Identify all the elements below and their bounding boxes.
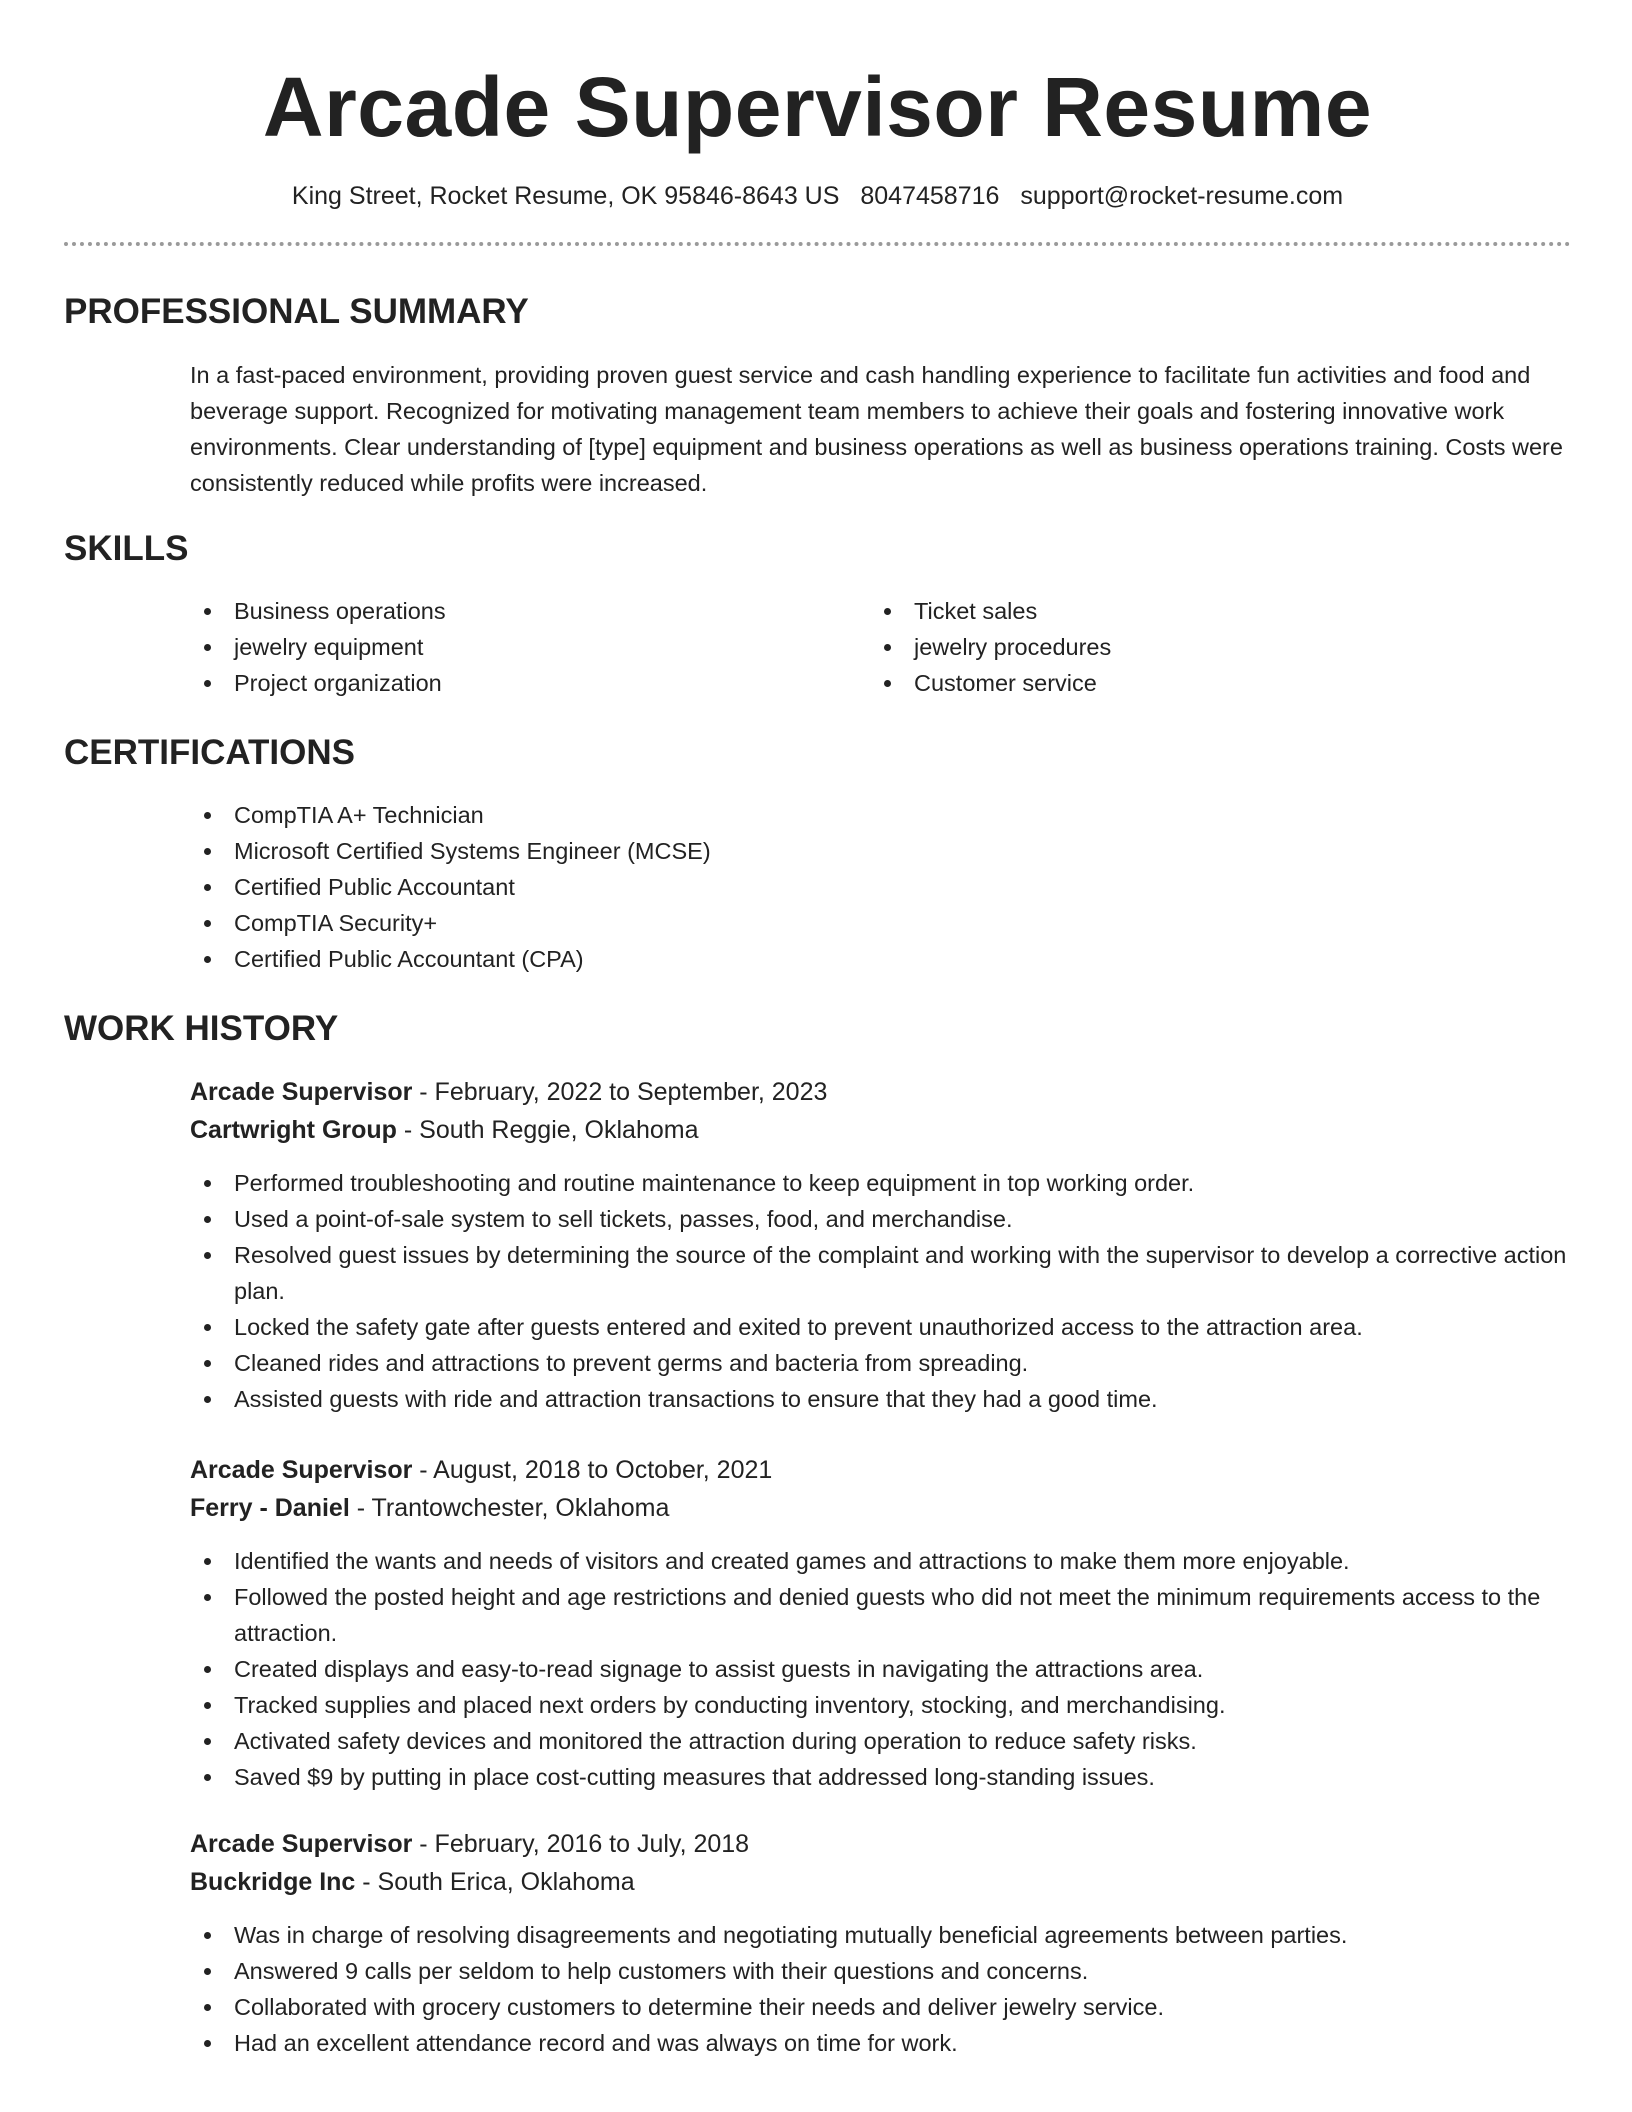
job-dates: - February, 2016 to July, 2018 <box>412 1830 750 1858</box>
summary-section <box>64 290 1571 501</box>
work-history-section <box>64 1007 1571 2061</box>
job-title-line <box>190 1451 1571 1489</box>
skills-heading: SKILLS <box>64 529 189 568</box>
job-title: Arcade Supervisor <box>190 1078 413 1106</box>
job-duty: Used a point-of-sale system to sell tickets, passes, food, and merchandise. <box>190 1201 1571 1237</box>
job-company: Ferry - Daniel <box>190 1494 350 1522</box>
job-duty: Was in charge of resolving disagreements and negotiating mutually beneficial agreements between parties. <box>190 1917 1571 1953</box>
certification-item: Microsoft Certified Systems Engineer (MCSE) <box>190 833 1571 869</box>
resume-page <box>64 0 1571 2061</box>
job-title-line <box>190 1073 1571 1111</box>
job-duty: Identified the wants and needs of visitors and created games and attractions to make them more enjoyable. <box>190 1543 1571 1579</box>
skills-section <box>64 527 1571 701</box>
job-company-line <box>190 1111 1571 1149</box>
job-duty: Followed the posted height and age restrictions and denied guests who did not meet the minimum requirements access to the attraction. <box>190 1579 1571 1651</box>
contact-line <box>64 180 1571 212</box>
job-duties-list <box>190 1165 1571 1417</box>
job-duty: Activated safety devices and monitored the attraction during operation to reduce safety risks. <box>190 1723 1571 1759</box>
skills-list-left <box>190 593 870 701</box>
resume-title: Arcade Supervisor Resume <box>262 60 1373 154</box>
contact-address: King Street, Rocket Resume, OK 95846-8643 US <box>291 182 840 210</box>
job-duties-list <box>190 1917 1571 2061</box>
contact-email: support@rocket-resume.com <box>1020 182 1344 210</box>
job-duty: Tracked supplies and placed next orders by conducting inventory, stocking, and merchandising. <box>190 1687 1571 1723</box>
header-divider <box>64 242 1571 246</box>
skill-item: Ticket sales <box>870 593 1571 629</box>
job-duty: Saved $9 by putting in place cost-cutting measures that addressed long-standing issues. <box>190 1759 1571 1795</box>
skills-list-right <box>870 593 1571 701</box>
job-title: Arcade Supervisor <box>190 1830 413 1858</box>
skills-grid <box>190 593 1571 701</box>
job-company: Cartwright Group <box>190 1116 397 1144</box>
job-company: Buckridge Inc <box>190 1868 356 1896</box>
skill-item: Project organization <box>190 665 870 701</box>
job-location: - Trantowchester, Oklahoma <box>349 1494 670 1522</box>
job-duty: Answered 9 calls per seldom to help customers with their questions and concerns. <box>190 1953 1571 1989</box>
certification-item: Certified Public Accountant (CPA) <box>190 941 1571 977</box>
certifications-list <box>190 797 1571 977</box>
job-title-line <box>190 1825 1571 1863</box>
skill-item: Customer service <box>870 665 1571 701</box>
job-duty: Had an excellent attendance record and was always on time for work. <box>190 2025 1571 2061</box>
job-location: - South Erica, Oklahoma <box>355 1868 635 1896</box>
job-location: - South Reggie, Oklahoma <box>396 1116 699 1144</box>
job-dates: - February, 2022 to September, 2023 <box>412 1078 828 1106</box>
summary-heading: PROFESSIONAL SUMMARY <box>64 292 529 331</box>
job-duty: Created displays and easy-to-read signage to assist guests in navigating the attractions area. <box>190 1651 1571 1687</box>
job-duty: Cleaned rides and attractions to prevent germs and bacteria from spreading. <box>190 1345 1571 1381</box>
job-duty: Locked the safety gate after guests entered and exited to prevent unauthorized access to the attraction area. <box>190 1309 1571 1345</box>
certification-item: CompTIA A+ Technician <box>190 797 1571 833</box>
skill-item: jewelry procedures <box>870 629 1571 665</box>
job-company-line <box>190 1489 1571 1527</box>
job-entry <box>190 1825 1571 2061</box>
job-duty: Assisted guests with ride and attraction transactions to ensure that they had a good time. <box>190 1381 1571 1417</box>
certification-item: Certified Public Accountant <box>190 869 1571 905</box>
skill-item: Business operations <box>190 593 870 629</box>
job-company-line <box>190 1863 1571 1901</box>
job-entry <box>190 1073 1571 1417</box>
certifications-heading: CERTIFICATIONS <box>64 733 356 772</box>
certification-item: CompTIA Security+ <box>190 905 1571 941</box>
job-duties-list <box>190 1543 1571 1795</box>
job-duty: Resolved guest issues by determining the source of the complaint and working with the supervisor to develop a corrective action plan. <box>190 1237 1571 1309</box>
work-history-heading: WORK HISTORY <box>64 1009 339 1048</box>
job-duty: Performed troubleshooting and routine maintenance to keep equipment in top working order. <box>190 1165 1571 1201</box>
job-duty: Collaborated with grocery customers to determine their needs and deliver jewelry service. <box>190 1989 1571 2025</box>
summary-text: In a fast-paced environment, providing proven guest service and cash handling experience to facilitate fun activities and food and beverage support. Recognized for motivating management team members to achieve their goals and fostering innovative work environments. Clear understanding of [type] equipment and business operations as well as business operations training. Costs were consistently reduced while profits were increased. <box>190 362 1563 496</box>
certifications-section <box>64 731 1571 977</box>
job-dates: - August, 2018 to October, 2021 <box>412 1456 773 1484</box>
contact-phone: 8047458716 <box>860 182 1000 210</box>
skill-item: jewelry equipment <box>190 629 870 665</box>
job-entry <box>190 1451 1571 1795</box>
job-title: Arcade Supervisor <box>190 1456 413 1484</box>
